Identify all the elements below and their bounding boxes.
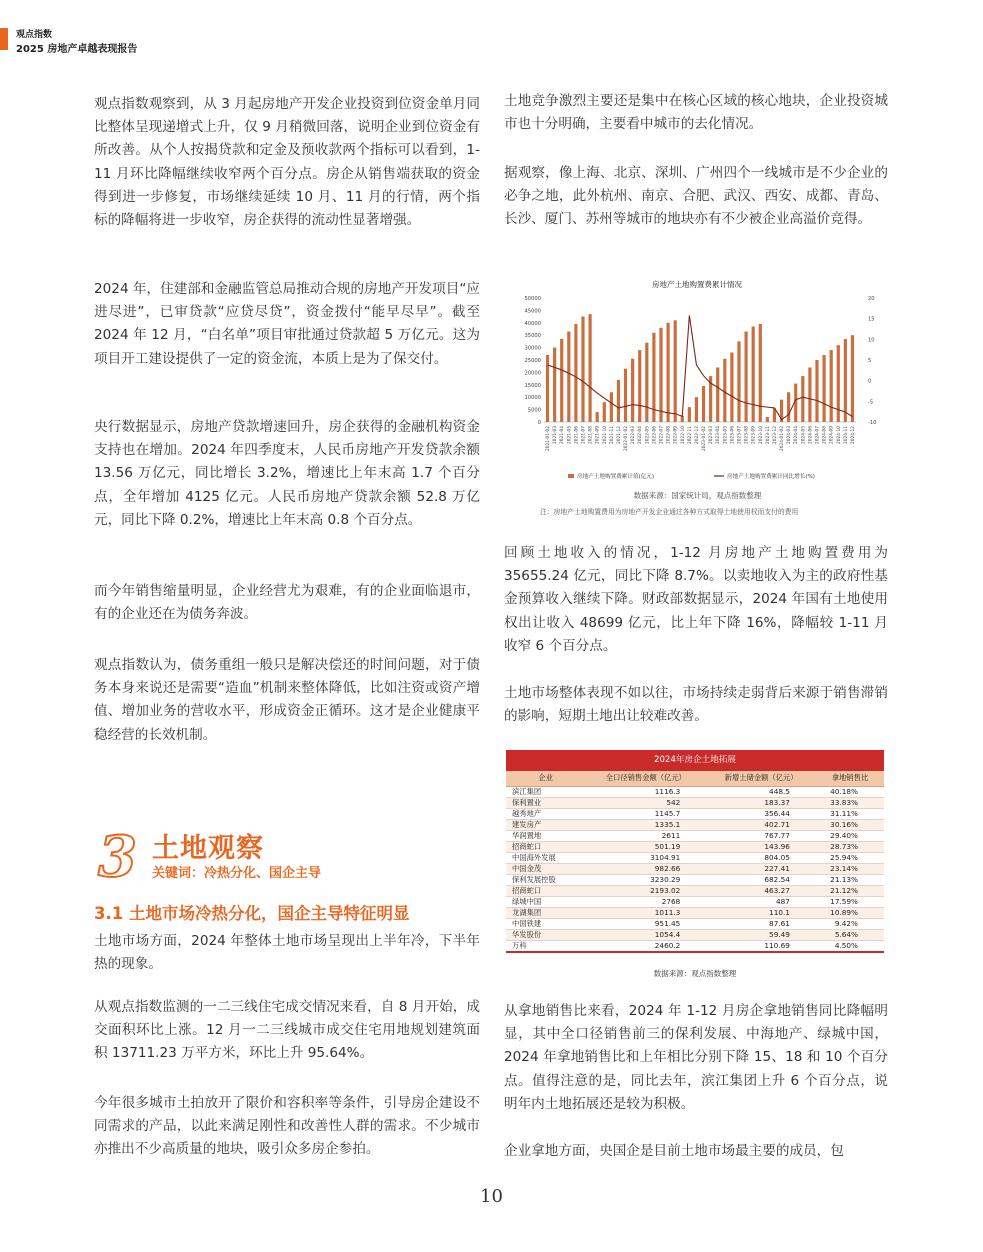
chart-bar [808, 367, 811, 422]
land-purchase-chart [510, 272, 885, 522]
chart-x-tick-label: 2024-10 [836, 426, 842, 444]
table-cell-ratio: 30.16% [816, 819, 884, 830]
chart-left-tick-label: 0 [537, 420, 541, 426]
section-keywords: 关键词：冷热分化、国企主导 [152, 866, 322, 881]
chart-bar [666, 323, 669, 422]
chart-x-tick-label: 2021-12 [616, 426, 622, 444]
table-cell-sales: 1145.7 [585, 808, 706, 819]
table-cell-ratio: 21.12% [816, 885, 884, 896]
chart-bar [695, 397, 698, 422]
section-number: 3 [98, 826, 137, 882]
chart-x-tick-label: 2022-07 [659, 426, 665, 444]
table-cell-sales: 3104.91 [585, 852, 706, 863]
table-cell-new-land: 87.61 [706, 918, 816, 929]
chart-x-tick-label: 2022-04 [638, 426, 644, 444]
paragraph-sales-decline: 而今年销售缩量明显，企业经营尤为艰难，有的企业面临退市，有的企业还在为债务奔波。 [94, 583, 480, 623]
chart-left-tick-label: 15000 [524, 382, 541, 389]
chart-x-tick-label: 2023-05 [723, 426, 729, 444]
chart-bar [787, 392, 790, 422]
table-cell-new-land: 227.41 [706, 863, 816, 874]
paragraph-land-market: 土地市场方面，2024 年整体土地市场呈现出上半年冷，下半年热的现象。 [94, 933, 480, 973]
chart-x-tick-label: 2021-05 [567, 426, 573, 444]
table-cell-company: 滨江集团 [506, 786, 585, 797]
table-cell-sales: 1011.3 [585, 907, 706, 918]
chart-x-tick-label: 2022-08 [666, 426, 672, 444]
table-cell-new-land: 804.05 [706, 852, 816, 863]
table-cell-new-land: 682.54 [706, 874, 816, 885]
chart-x-tick-label: 2021-06 [574, 426, 580, 444]
chart-x-tick-label: 2022-11 [687, 426, 693, 444]
chart-x-tick-label: 2024-03 [787, 426, 793, 444]
chart-x-tick-label: 2024-07 [815, 426, 821, 444]
table-cell-ratio: 31.11% [816, 808, 884, 819]
chart-bar [624, 369, 627, 422]
table-cell-sales: 542 [585, 797, 706, 808]
chart-x-tick-label: 2024-12 [850, 426, 856, 444]
table-cell-sales: 2768 [585, 896, 706, 907]
table-cell-company: 龙湖集团 [506, 907, 585, 918]
chart-bar [674, 320, 677, 422]
table-cell-sales: 1054.4 [585, 929, 706, 940]
chart-x-tick-label: 2021-03 [553, 426, 559, 444]
paragraph-central-bank: 央行数据显示，房地产贷款增速回升，房企获得的金融机构资金支持也在增加。2024 年四季度末，人民币房地产开发贷款余额 13.56 万亿元，同比增长 3.2%，增速比上年末高 1.7 个百分点，全年增加 4125 亿元。人民币房地产贷款余额 52.8 万亿元，同比下降 0.2%，增速比上年末高 0.8 个百分点。 [94, 419, 480, 528]
table-row [506, 830, 884, 841]
table-cell-new-land: 487 [706, 896, 816, 907]
table-cell-company: 中国海外发展 [506, 852, 585, 863]
table-cell-sales: 501.19 [585, 841, 706, 852]
chart-bar [574, 324, 577, 422]
table-cell-ratio: 28.73% [816, 841, 884, 852]
chart-x-tick-label: 2023-11 [765, 426, 771, 444]
chart-bar [737, 341, 740, 422]
legend-label-line: 房地产土地购置费累计同比增长(%) [727, 474, 815, 480]
chart-left-tick-label: 10000 [524, 395, 541, 402]
chart-x-tick-label: 2021-01-02 [546, 426, 552, 451]
chart-x-tick-label: 2023-08 [744, 426, 750, 444]
chart-bar [688, 407, 691, 422]
paragraph-land-weak: 土地市场整体表现不如以往，市场持续走弱背后来源于销售滞销的影响，短期土地出让较难改善。 [504, 685, 888, 725]
table-cell-ratio: 23.14% [816, 863, 884, 874]
table-row [506, 797, 884, 808]
chart-x-tick-label: 2023-12 [772, 426, 778, 444]
table-cell-new-land: 110.1 [706, 907, 816, 918]
chart-x-tick-label: 2021-04 [560, 426, 566, 444]
paragraph-cities: 据观察，像上海、北京、深圳、广州四个一线城市是不少企业的必争之地，此外杭州、南京、合肥、武汉、西安、成都、青岛、长沙、厦门、苏州等城市的地块亦有不少被企业高溢价竞得。 [504, 165, 888, 228]
table-cell-company: 华润置地 [506, 830, 585, 841]
table-title: 2024年房企土地拓展 [506, 750, 884, 771]
chart-bar [723, 359, 726, 422]
chart-bar [581, 317, 584, 422]
chart-bar [567, 331, 570, 422]
table-cell-ratio: 4.50% [816, 940, 884, 952]
chart-x-tick-label: 2022-03 [631, 426, 637, 444]
table-row [506, 786, 884, 797]
chart-right-tick-label: 20 [868, 296, 875, 302]
table-row [506, 874, 884, 885]
chart-bar [844, 339, 847, 422]
paragraph-land-revenue: 回顾土地收入的情况，1-12 月房地产土地购置费用为 35655.24 亿元，同比下降 8.7%。以卖地收入为主的政府性基金预算收入继续下降。财政部数据显示，2024 年国有土地使用权出让收入 48699 亿元，比上年下降 16%，降幅较 1-11 月收窄 6 个百分点。 [504, 545, 888, 654]
chart-right-tick-label: 15 [868, 316, 875, 323]
table-header-ratio: 拿地销售比 [816, 771, 884, 786]
chart-x-tick-label: 2024-11 [843, 426, 849, 444]
table-cell-sales: 982.66 [585, 863, 706, 874]
table-cell-company: 招商蛇口 [506, 841, 585, 852]
chart-bar [830, 350, 833, 422]
table-cell-company: 中国金茂 [506, 863, 585, 874]
table-cell-ratio: 9.42% [816, 918, 884, 929]
table-cell-company: 万科 [506, 940, 585, 952]
chart-bar [617, 380, 620, 422]
table-source: 数据来源：观点指数整理 [653, 969, 737, 978]
table-row [506, 929, 884, 940]
chart-x-tick-label: 2022-09 [673, 426, 679, 444]
chart-x-tick-label: 2024-08 [822, 426, 828, 444]
chart-bar [645, 343, 648, 422]
table-cell-ratio: 21.13% [816, 874, 884, 885]
table-cell-sales: 2611 [585, 830, 706, 841]
table-cell-new-land: 402.71 [706, 819, 816, 830]
chart-bar [603, 402, 606, 422]
chart-x-tick-label: 2022-05 [645, 426, 651, 444]
chart-left-tick-label: 45000 [524, 308, 541, 315]
chart-x-tick-label: 2021-08 [588, 426, 594, 444]
chart-x-tick-label: 2023-10 [758, 426, 764, 444]
chart-x-tick-label: 2024-09 [829, 426, 835, 444]
chart-right-tick-label: 5 [868, 358, 872, 364]
chart-left-tick-label: 40000 [524, 320, 541, 327]
table-cell-ratio: 5.64% [816, 929, 884, 940]
chart-bar [801, 376, 804, 422]
table-row [506, 808, 884, 819]
paragraph-whitelist: 2024 年，住建部和金融监管总局推动合规的房地产开发项目“应进尽进”，已审贷款“应贷尽贷”，资金拨付“能早尽早”。截至 2024 年 12 月，“白名单”项目审批通过贷款超 5 万亿元。这为项目开工建设提供了一定的资金流，本质上是为了保交付。 [94, 281, 480, 367]
chart-x-tick-label: 2024-05 [801, 426, 807, 444]
table-row [506, 896, 884, 907]
table-row [506, 863, 884, 874]
table-cell-new-land: 356.44 [706, 808, 816, 819]
chart-x-tick-label: 2023-07 [737, 426, 743, 444]
table-row [506, 940, 884, 952]
table-header-new-land: 新增土储金额（亿元） [706, 771, 816, 786]
chart-bar [652, 333, 655, 422]
chart-source: 数据来源：国家统计局，观点指数整理 [633, 491, 762, 500]
table-cell-company: 招商蛇口 [506, 885, 585, 896]
chart-bar [716, 367, 719, 422]
chart-title: 房地产土地购置费累计情况 [652, 280, 742, 289]
chart-bar [610, 392, 613, 422]
table-cell-new-land: 448.5 [706, 786, 816, 797]
legend-swatch-bar [568, 474, 574, 478]
table-row [506, 907, 884, 918]
table-cell-ratio: 29.40% [816, 830, 884, 841]
table-row [506, 841, 884, 852]
chart-bar [744, 331, 747, 422]
chart-x-tick-label: 2021-11 [609, 426, 615, 444]
table-cell-new-land: 463.27 [706, 885, 816, 896]
chart-x-tick-label: 2023-04 [716, 426, 722, 444]
table-cell-new-land: 110.69 [706, 940, 816, 952]
chart-x-tick-label: 2024-01-02 [780, 426, 786, 451]
chart-bar [815, 360, 818, 422]
paragraph-competition: 土地竞争激烈主要还是集中在核心区域的核心地块，企业投资城市也十分明确，主要看中城市的去化情况。 [504, 93, 888, 133]
table-cell-company: 保利发展控股 [506, 874, 585, 885]
table-cell-company: 建发房产 [506, 819, 585, 830]
chart-x-tick-label: 2022-12 [694, 426, 700, 444]
header-report-title: 2025 房地产卓越表现报告 [16, 44, 138, 55]
subsection-title: 3.1 土地市场冷热分化，国企主导特征明显 [94, 904, 410, 923]
chart-bar [822, 355, 825, 422]
table-cell-company: 越秀地产 [506, 808, 585, 819]
table-cell-sales: 1335.1 [585, 819, 706, 830]
chart-bar [702, 386, 705, 422]
paragraph-funding: 观点指数观察到，从 3 月起房地产开发企业投资到位资金单月同比整体呈现递增式上升，仅 9 月稍微回落，说明企业到位资金有所改善。从个人按揭贷款和定金及预收款两个指标可以看到，1-11 月环比降幅继续收窄两个百分点。房企从销售端获取的资金得到进一步修复，市场继续延续 10 月、11 月的行情，两个指标的降幅将进一步收窄，房企获得的流动性显著增强。 [94, 96, 480, 229]
chart-x-tick-label: 2022-01-02 [624, 426, 630, 451]
chart-bar [766, 417, 769, 422]
chart-x-tick-label: 2021-09 [595, 426, 601, 444]
chart-right-tick-label: 10 [868, 337, 875, 344]
legend-label-bar: 房地产土地购置费累计值(亿元) [577, 474, 655, 480]
table-cell-company: 绿城中国 [506, 896, 585, 907]
chart-x-tick-label: 2023-09 [751, 426, 757, 444]
table-header-sales: 全口径销售金额（亿元） [585, 771, 706, 786]
table-cell-ratio: 33.83% [816, 797, 884, 808]
chart-bar [752, 327, 755, 422]
header-brand: 观点指数 [16, 30, 53, 40]
chart-right-tick-label: -5 [868, 399, 874, 406]
table-cell-sales: 3230.29 [585, 874, 706, 885]
paragraph-debt-view: 观点指数认为，债务重组一般只是解决偿还的时间问题，对于债务本身来说还是需要“造血”机制来整体降低，比如注资或资产增值、增加业务的营收水平，形成资金正循环。这才是企业健康平稳经营的长效机制。 [94, 657, 480, 743]
chart-bar [730, 353, 733, 422]
table-cell-company: 保利置业 [506, 797, 585, 808]
chart-left-tick-label: 35000 [524, 333, 541, 340]
table-cell-new-land: 59.49 [706, 929, 816, 940]
table-cell-new-land: 767.77 [706, 830, 816, 841]
header-accent-bar [0, 28, 8, 50]
table-cell-company: 华发股份 [506, 929, 585, 940]
paragraph-land-sales-ratio: 从拿地销售比来看，2024 年 1-12 月房企拿地销售同比降幅明显，其中全口径销售前三的保利发展、中海地产、绿城中国，2024 年拿地销售比和上年相比分别下降 15、18 和 10 个百分点。值得注意的是，同比去年，滨江集团上升 6 个百分点，说明年内土地拓展还是较为积极。 [504, 1003, 888, 1112]
chart-bar [588, 314, 591, 422]
table-row [506, 852, 884, 863]
chart-left-tick-label: 5000 [527, 407, 541, 414]
paragraph-transaction: 从观点指数监测的一二三线住宅成交情况来看，自 8 月开始，成交面积环比上涨。12 月一二三线城市成交住宅用地规划建筑面积 13711.23 万平方米，环比上升 95.64%。 [94, 999, 480, 1062]
table-cell-ratio: 40.18% [816, 786, 884, 797]
table-header-company: 企业 [506, 771, 585, 786]
chart-bar [596, 412, 599, 422]
chart-x-tick-label: 2021-10 [602, 426, 608, 444]
table-row [506, 885, 884, 896]
section-number-icon [92, 826, 138, 882]
table-cell-company: 中国铁建 [506, 918, 585, 929]
table-cell-sales: 1116.3 [585, 786, 706, 797]
table-row [506, 918, 884, 929]
table-cell-sales: 951.45 [585, 918, 706, 929]
land-expansion-table [506, 750, 884, 953]
chart-left-tick-label: 20000 [524, 370, 541, 377]
chart-left-tick-label: 30000 [524, 345, 541, 352]
table-cell-new-land: 183.37 [706, 797, 816, 808]
chart-x-tick-label: 2023-03 [709, 426, 715, 444]
chart-bar [759, 324, 762, 422]
chart-x-tick-label: 2022-10 [680, 426, 686, 444]
paragraph-soe: 企业拿地方面，央国企是目前土地市场最主要的成员，包 [504, 1143, 844, 1159]
chart-note: 注：房地产土地购置费用为房地产开发企业通过各种方式取得土地使用权而支付的费用 [540, 508, 799, 516]
paragraph-auction: 今年很多城市土拍放开了限价和容积率等条件，引导房企建设不同需求的产品，以此来满足刚性和改善性人群的需求。不少城市亦推出不少高质量的地块，吸引众多房企参拍。 [94, 1095, 480, 1158]
chart-x-tick-label: 2021-07 [581, 426, 587, 444]
chart-x-tick-label: 2022-06 [652, 426, 658, 444]
table-cell-sales: 2460.2 [585, 940, 706, 952]
chart-bar [638, 350, 641, 422]
chart-bar [851, 335, 854, 422]
chart-bar [560, 339, 563, 422]
table-cell-ratio: 25.94% [816, 852, 884, 863]
chart-left-tick-label: 25000 [524, 358, 541, 364]
chart-x-tick-label: 2024-04 [794, 426, 800, 444]
table-cell-new-land: 143.96 [706, 841, 816, 852]
table-row [506, 819, 884, 830]
page-number: 10 [480, 1186, 503, 1207]
chart-x-tick-label: 2023-06 [730, 426, 736, 444]
chart-x-tick-label: 2024-06 [808, 426, 814, 444]
chart-bar [553, 348, 556, 422]
table-cell-ratio: 10.89% [816, 907, 884, 918]
table-cell-ratio: 17.59% [816, 896, 884, 907]
chart-left-tick-label: 50000 [524, 296, 541, 302]
section-title: 土地观察 [152, 833, 264, 864]
chart-growth-line [548, 315, 853, 419]
chart-right-tick-label: 0 [868, 378, 872, 385]
chart-right-tick-label: -10 [868, 420, 877, 426]
chart-x-tick-label: 2023-01-02 [702, 426, 708, 451]
chart-bar [631, 359, 634, 422]
table-cell-sales: 2193.02 [585, 885, 706, 896]
chart-bar [659, 328, 662, 422]
